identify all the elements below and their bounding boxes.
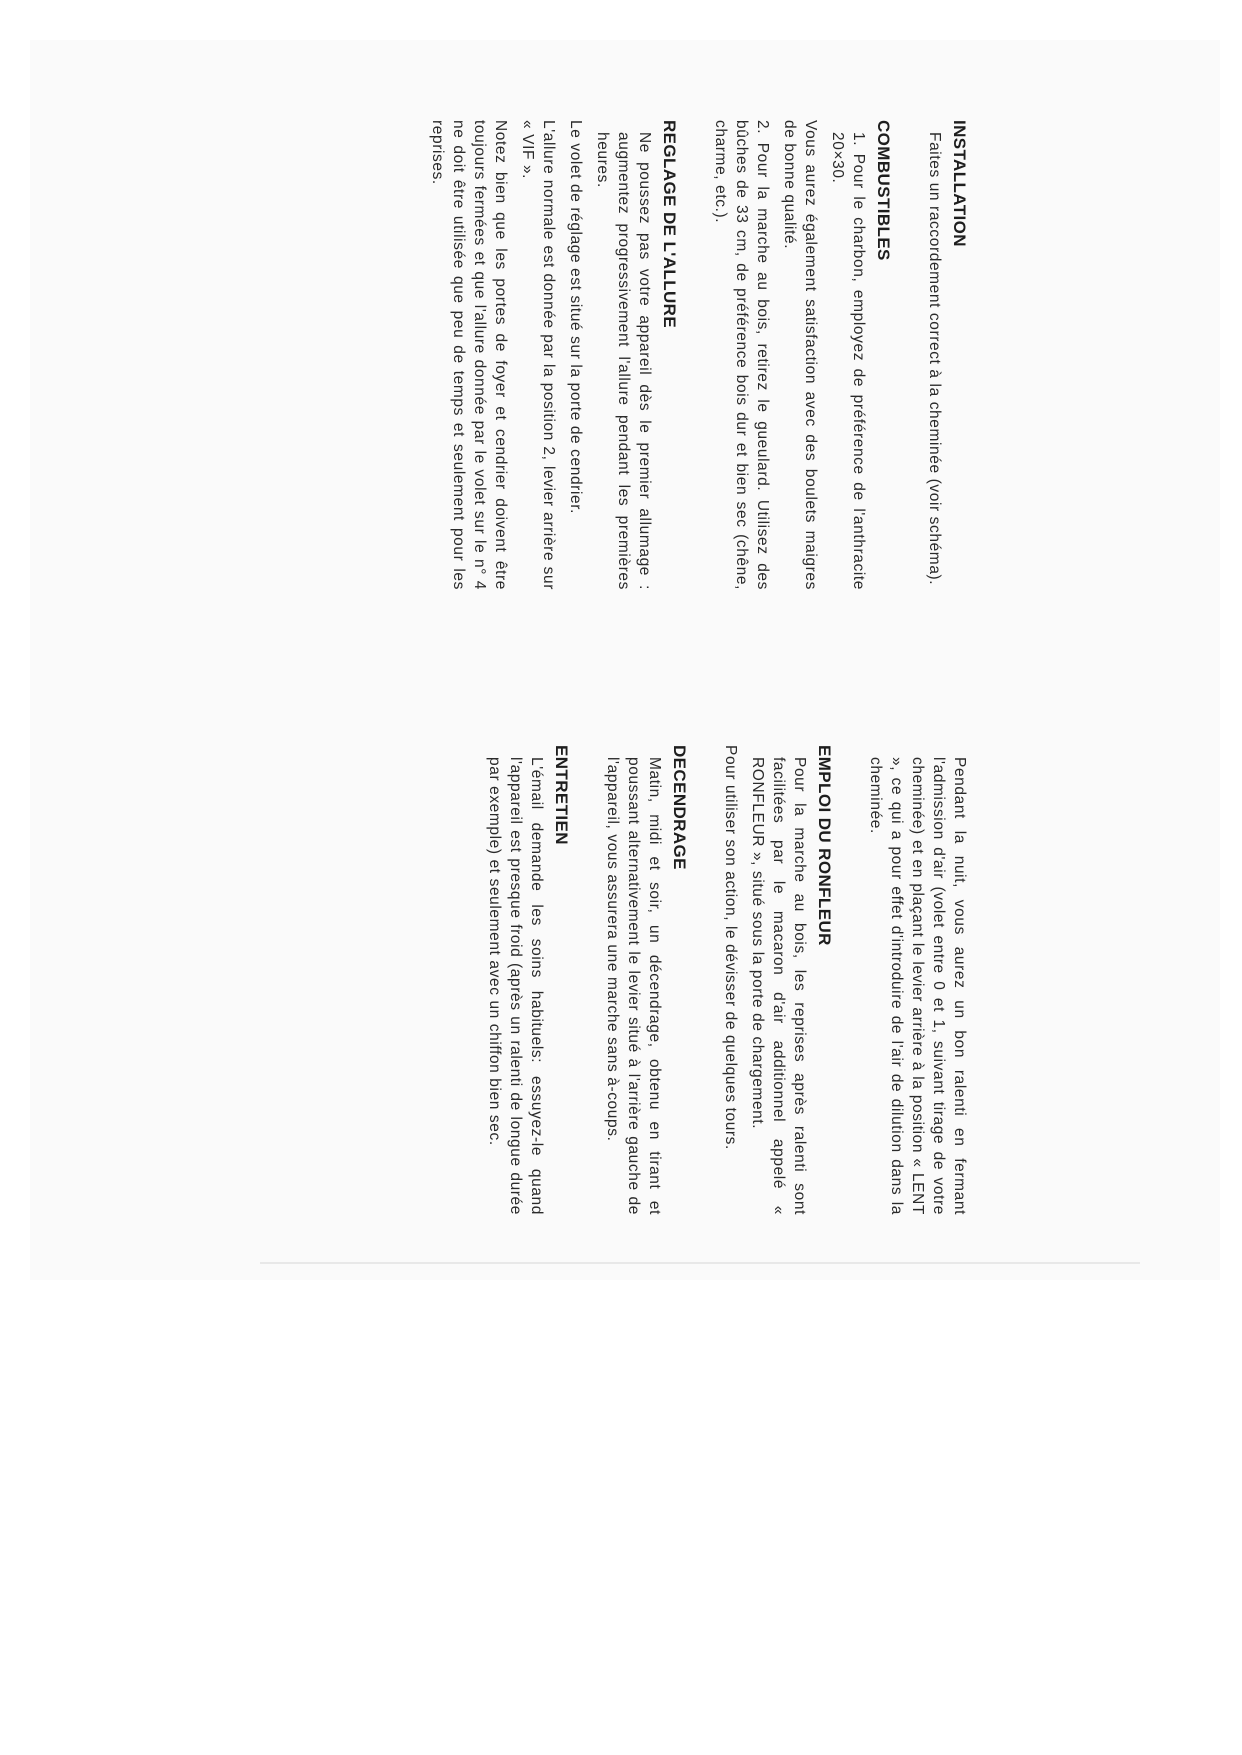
reglage-paragraph-1: Ne poussez pas votre appareil dès le premier allumage : augmentez progressivement l'allure pendant les premières heures.: [594, 132, 653, 590]
decendrage-heading: DECENDRAGE: [670, 745, 689, 870]
section-ronfleur: [720, 745, 835, 1215]
combustibles-heading: COMBUSTIBLES: [874, 120, 893, 261]
right-column: [454, 745, 970, 1215]
rotated-document-content: [310, 120, 970, 1280]
ralenti-paragraph: Pendant la nuit, vous aurez un bon ralenti en fermant l'admission d'air (volet entre 0 et 1, suivant tirage de votre cheminée) et en plaçant le levier arrière à la position « LENT », ce qui a pour effet d'introduire de l'air de dilution dans la cheminée.: [867, 757, 968, 1215]
reglage-paragraph-4: Notez bien que les portes de foyer et cendrier doivent être toujours fermées et que l'allure donnée par le volet sur le n° 4 ne doit être utilisée que peu de temps et seulement pour les reprises.: [429, 120, 509, 590]
combustibles-paragraph-3: 2. Pour la marche au bois, retirez le gueulard. Utilisez des bûches de 33 cm, de préférence bois dur et bien sec (chêne, charme, etc.).: [712, 120, 771, 590]
left-column: [397, 120, 970, 590]
combustibles-paragraph-1: 1. Pour le charbon, employez de préférence de l'anthracite 20×30.: [829, 132, 867, 590]
section-ralenti: [865, 745, 970, 1215]
entretien-heading: ENTRETIEN: [552, 745, 571, 845]
ronfleur-paragraph-2: Pour utiliser son action, le dévisser de quelques tours.: [722, 745, 739, 1150]
entretien-paragraph: L'émail demande les soins habituels: essuyez-le quand l'appareil est presque froid (après un ralenti de longue durée par exemple) et seulement avec un chiffon bien sec.: [486, 757, 545, 1215]
ronfleur-paragraph-1: Pour la marche au bois, les reprises après ralenti sont facilitées par le macaron d'air additionnel appelé « RONFLEUR », situé sous la porte de chargement.: [749, 757, 808, 1215]
decendrage-paragraph: Matin, midi et soir, un décendrage, obtenu en tirant et poussant alternativement le levier situé à l'arrière gauche de l'appareil, vous assurera une marche sans à-coups.: [604, 757, 663, 1215]
installation-heading: INSTALLATION: [950, 120, 969, 247]
section-combustibles: [710, 120, 894, 590]
reglage-paragraph-2: Le volet de réglage est situé sur la porte de cendrier.: [567, 120, 584, 515]
reglage-heading: REGLAGE DE L'ALLURE: [660, 120, 679, 329]
section-reglage: [427, 120, 680, 590]
section-decendrage: [602, 745, 690, 1215]
combustibles-paragraph-2: Vous aurez également satisfaction avec des boulets maigres de bonne qualité.: [781, 120, 819, 590]
reglage-paragraph-3: L'allure normale est donnée par la position 2, levier arrière sur « VIF ».: [519, 120, 557, 590]
installation-paragraph: Faites un raccordement correct à la cheminée (voir schéma).: [926, 132, 943, 586]
section-installation: [924, 120, 970, 590]
ronfleur-heading: EMPLOI DU RONFLEUR: [815, 745, 834, 946]
section-entretien: [484, 745, 572, 1215]
